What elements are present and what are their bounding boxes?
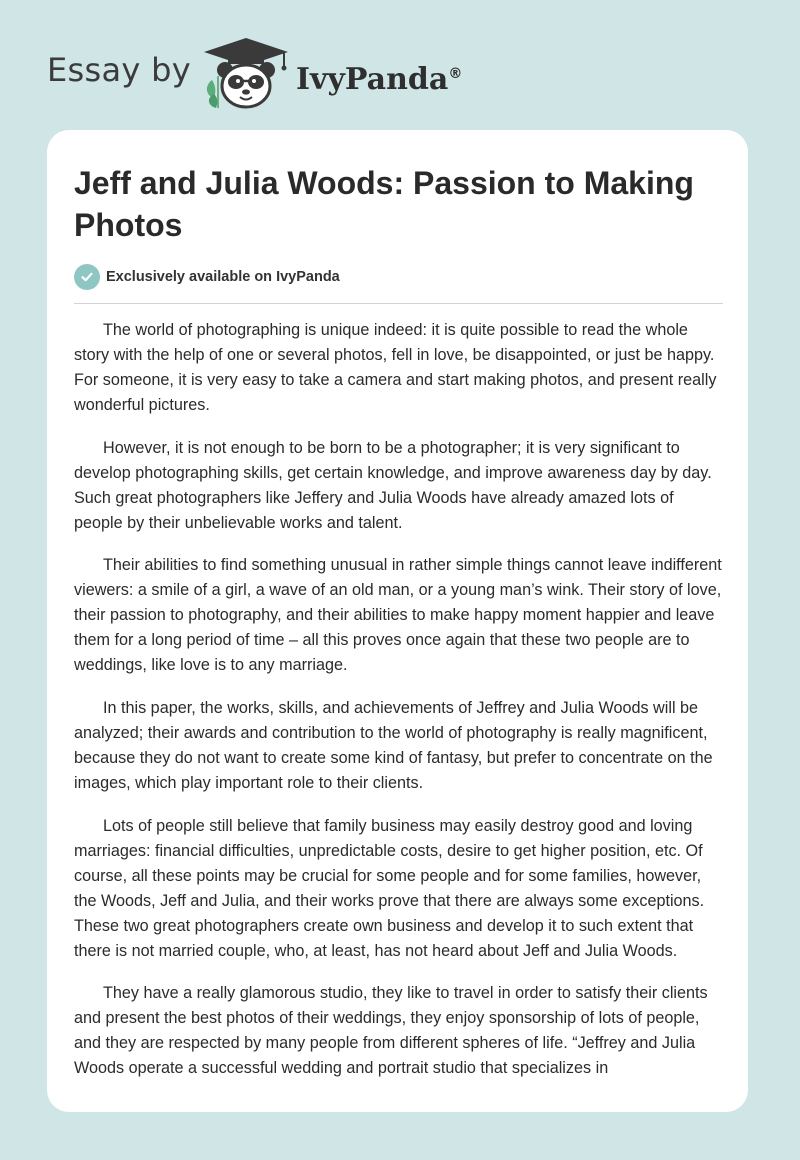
registered-mark: ® — [448, 66, 463, 82]
divider — [74, 303, 723, 304]
paragraph: The world of photographing is unique indeed: it is quite possible to read the whole story with the help of one or several photos, fell in love, be disappointed, or just be happy. For someone, it is very easy to take a camera and start making photos, and present really wonderful pictures. — [74, 321, 717, 414]
brand-name[interactable] — [296, 54, 462, 100]
check-icon — [74, 264, 100, 290]
paragraph: In this paper, the works, skills, and achievements of Jeffrey and Julia Woods will be analyzed; their awards and contribution to the world of photography is really magnificent, because they do not want to create some kind of fantasy, but prefer to concentrate on the images, which play important role to their clients. — [74, 699, 713, 793]
page-title: Jeff and Julia Woods: Passion to Making Photos — [74, 165, 694, 243]
essay-card — [47, 130, 748, 1112]
paragraph: Lots of people still believe that family business may easily destroy good and loving marriages: financial difficulties, unpredictable costs, desire to get higher position, etc. Of course, all these points may be crucial for some people and for some families, however, the Woods, Jeff and Julia, and their works prove that there are always some exceptions. These two great photographers create own business and develop it to such extent that there is not married couple, who, at least, has not heard about Jeff and Julia Woods. — [74, 816, 705, 960]
essay-body — [74, 318, 724, 1099]
paragraph: Their abilities to find something unusual in rather simple things cannot leave indifferent viewers: a smile of a girl, a wave of an old man, or a young man’s wink. Their story of love, their passion to photography, and their abilities to make happy moment happier and leave them for a long period of time – all this proves once again that these two people are to weddings, like love is to any marriage. — [74, 556, 722, 675]
exclusive-label: Exclusively available on IvyPanda — [106, 269, 340, 285]
panda-graduate-icon[interactable] — [198, 36, 294, 110]
paragraph: They have a really glamorous studio, they like to travel in order to satisfy their clients and present the best photos of their weddings, they enjoy sponsorship of lots of people, and they are respected by many people from different spheres of life. “Jeffrey and Julia Woods operate a successful wedding and portrait studio that specializes in — [74, 984, 708, 1078]
site-header — [0, 0, 800, 120]
exclusive-notice — [74, 263, 340, 291]
brand-name-text: IvyPanda — [296, 62, 449, 97]
essay-by-label: Essay by — [47, 51, 191, 89]
paragraph: However, it is not enough to be born to be a photographer; it is very significant to develop photographing skills, get certain knowledge, and improve awareness day by day. Such great photographers like Jeffery and Julia Woods have already amazed lots of people by their unbelievable works and talent. — [74, 438, 712, 532]
